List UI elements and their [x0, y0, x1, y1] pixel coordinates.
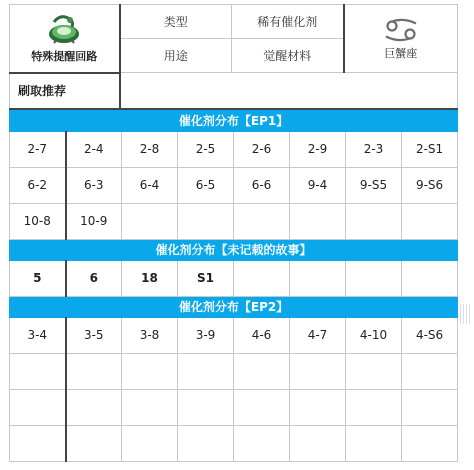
section-header-ep2	[10, 296, 458, 317]
table-row	[10, 203, 458, 239]
table-row	[10, 131, 458, 167]
recommend-row	[10, 73, 458, 109]
stage-cell: 3-9	[178, 317, 234, 353]
stage-cell	[402, 260, 458, 296]
stage-cell	[10, 425, 66, 461]
table-row	[10, 389, 458, 425]
stage-cell	[402, 389, 458, 425]
item-name: 特殊提醒回路	[31, 50, 98, 64]
stage-cell: 3-4	[10, 317, 66, 353]
section-title: 催化剂分布【EP2】	[10, 296, 458, 317]
stage-cell	[178, 203, 234, 239]
stage-cell: 6-6	[234, 167, 290, 203]
stage-cell: 6-5	[178, 167, 234, 203]
stage-cell: 2-8	[122, 131, 178, 167]
distribution-table	[9, 110, 458, 462]
stage-cell	[346, 203, 402, 239]
table-row	[10, 167, 458, 203]
stage-cell: 9-S6	[402, 167, 458, 203]
header-table	[9, 4, 458, 110]
type-value: 稀有催化剂	[232, 5, 344, 39]
stage-cell	[234, 425, 290, 461]
stage-cell: 3-8	[122, 317, 178, 353]
stage-cell	[402, 353, 458, 389]
table-row	[10, 353, 458, 389]
stage-cell	[122, 203, 178, 239]
use-value: 觉醒材料	[232, 39, 344, 73]
stage-cell: 6-2	[10, 167, 66, 203]
stage-cell: 10-9	[66, 203, 122, 239]
section-title: 催化剂分布【EP1】	[10, 110, 458, 131]
recommend-label: 刷取推荐	[10, 73, 120, 109]
stage-cell	[10, 389, 66, 425]
stage-cell: 9-S5	[346, 167, 402, 203]
stage-cell: 6-3	[66, 167, 122, 203]
stage-cell	[290, 425, 346, 461]
stage-cell: 18	[122, 260, 178, 296]
stage-cell: 2-5	[178, 131, 234, 167]
stage-cell	[122, 353, 178, 389]
stage-cell	[290, 353, 346, 389]
stage-cell: 2-7	[10, 131, 66, 167]
stage-cell	[346, 389, 402, 425]
stage-cell	[290, 260, 346, 296]
green-circuit-icon	[44, 12, 84, 46]
stage-cell: S1	[178, 260, 234, 296]
type-label: 类型	[120, 5, 232, 39]
table-row	[10, 260, 458, 296]
stage-cell: 6-4	[122, 167, 178, 203]
section-header-ep1	[10, 110, 458, 131]
stage-cell	[402, 203, 458, 239]
table-row	[10, 317, 458, 353]
stage-cell: 4-6	[234, 317, 290, 353]
constellation-cell	[344, 5, 458, 73]
stage-cell: 2-S1	[402, 131, 458, 167]
stage-cell	[402, 425, 458, 461]
catalyst-info-sheet	[9, 4, 457, 462]
stage-cell	[234, 389, 290, 425]
stage-cell	[234, 203, 290, 239]
stage-cell	[66, 425, 122, 461]
stage-cell	[290, 203, 346, 239]
table-row	[10, 425, 458, 461]
recommend-value	[120, 73, 458, 109]
scroll-handle[interactable]	[460, 304, 472, 324]
stage-cell	[66, 389, 122, 425]
stage-cell: 6	[66, 260, 122, 296]
stage-cell	[178, 425, 234, 461]
stage-cell	[122, 425, 178, 461]
constellation-name: 巨蟹座	[384, 46, 418, 60]
stage-cell: 2-4	[66, 131, 122, 167]
cancer-zodiac-icon	[381, 17, 421, 43]
stage-cell	[178, 389, 234, 425]
item-cell	[10, 5, 120, 73]
stage-cell: 2-9	[290, 131, 346, 167]
header-row-type	[10, 5, 458, 39]
stage-cell: 9-4	[290, 167, 346, 203]
stage-cell	[10, 353, 66, 389]
stage-cell: 3-5	[66, 317, 122, 353]
stage-cell: 10-8	[10, 203, 66, 239]
section-title: 催化剂分布【未记载的故事】	[10, 239, 458, 260]
section-header-untold-stories	[10, 239, 458, 260]
stage-cell	[234, 260, 290, 296]
stage-cell	[66, 353, 122, 389]
stage-cell	[346, 353, 402, 389]
stage-cell	[290, 389, 346, 425]
use-label: 用途	[120, 39, 232, 73]
stage-cell: 4-10	[346, 317, 402, 353]
stage-cell: 2-3	[346, 131, 402, 167]
stage-cell	[234, 353, 290, 389]
stage-cell: 2-6	[234, 131, 290, 167]
stage-cell	[346, 260, 402, 296]
stage-cell	[346, 425, 402, 461]
stage-cell	[122, 389, 178, 425]
stage-cell: 4-S6	[402, 317, 458, 353]
stage-cell	[178, 353, 234, 389]
stage-cell: 5	[10, 260, 66, 296]
stage-cell: 4-7	[290, 317, 346, 353]
